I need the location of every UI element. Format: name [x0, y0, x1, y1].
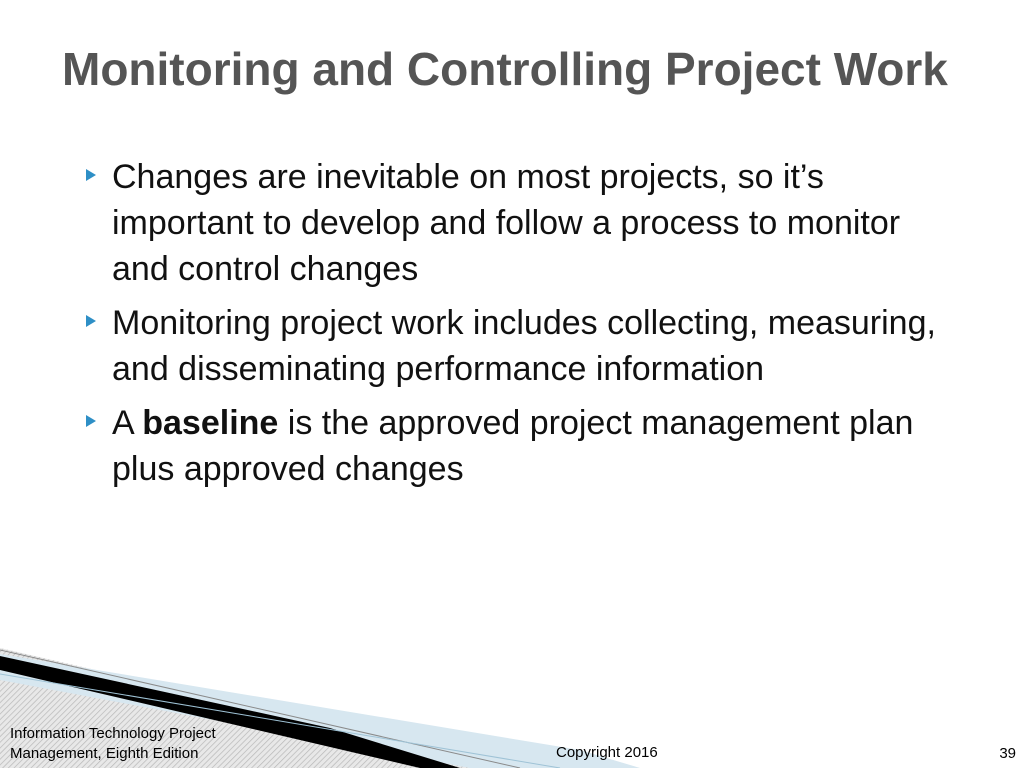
- footer-book-title: [10, 724, 270, 764]
- bullet-item: [78, 400, 958, 492]
- footer-copyright: Copyright 2016: [556, 744, 658, 761]
- triangle-bullet-icon: [86, 415, 96, 427]
- bullet-bold-term: baseline: [142, 404, 279, 442]
- bullet-list: [78, 154, 958, 500]
- footer-book-line-1: Information Technology Project: [10, 725, 216, 742]
- bullet-item: [78, 300, 958, 392]
- footer-book-line-2: Management, Eighth Edition: [10, 745, 199, 762]
- page-number: 39: [999, 745, 1016, 762]
- bullet-text-before: A: [112, 404, 143, 442]
- bullet-text-after: is the approved project management plan plus approved changes: [112, 404, 914, 488]
- bullet-text: Monitoring project work includes collecting, measuring, and disseminating performance information: [112, 304, 936, 388]
- bullet-item: [78, 154, 958, 292]
- bullet-text: Changes are inevitable on most projects, so it’s important to develop and follow a process to monitor and control changes: [112, 158, 901, 288]
- triangle-bullet-icon: [86, 169, 96, 181]
- triangle-bullet-icon: [86, 315, 96, 327]
- slide-title: Monitoring and Controlling Project Work: [62, 43, 948, 95]
